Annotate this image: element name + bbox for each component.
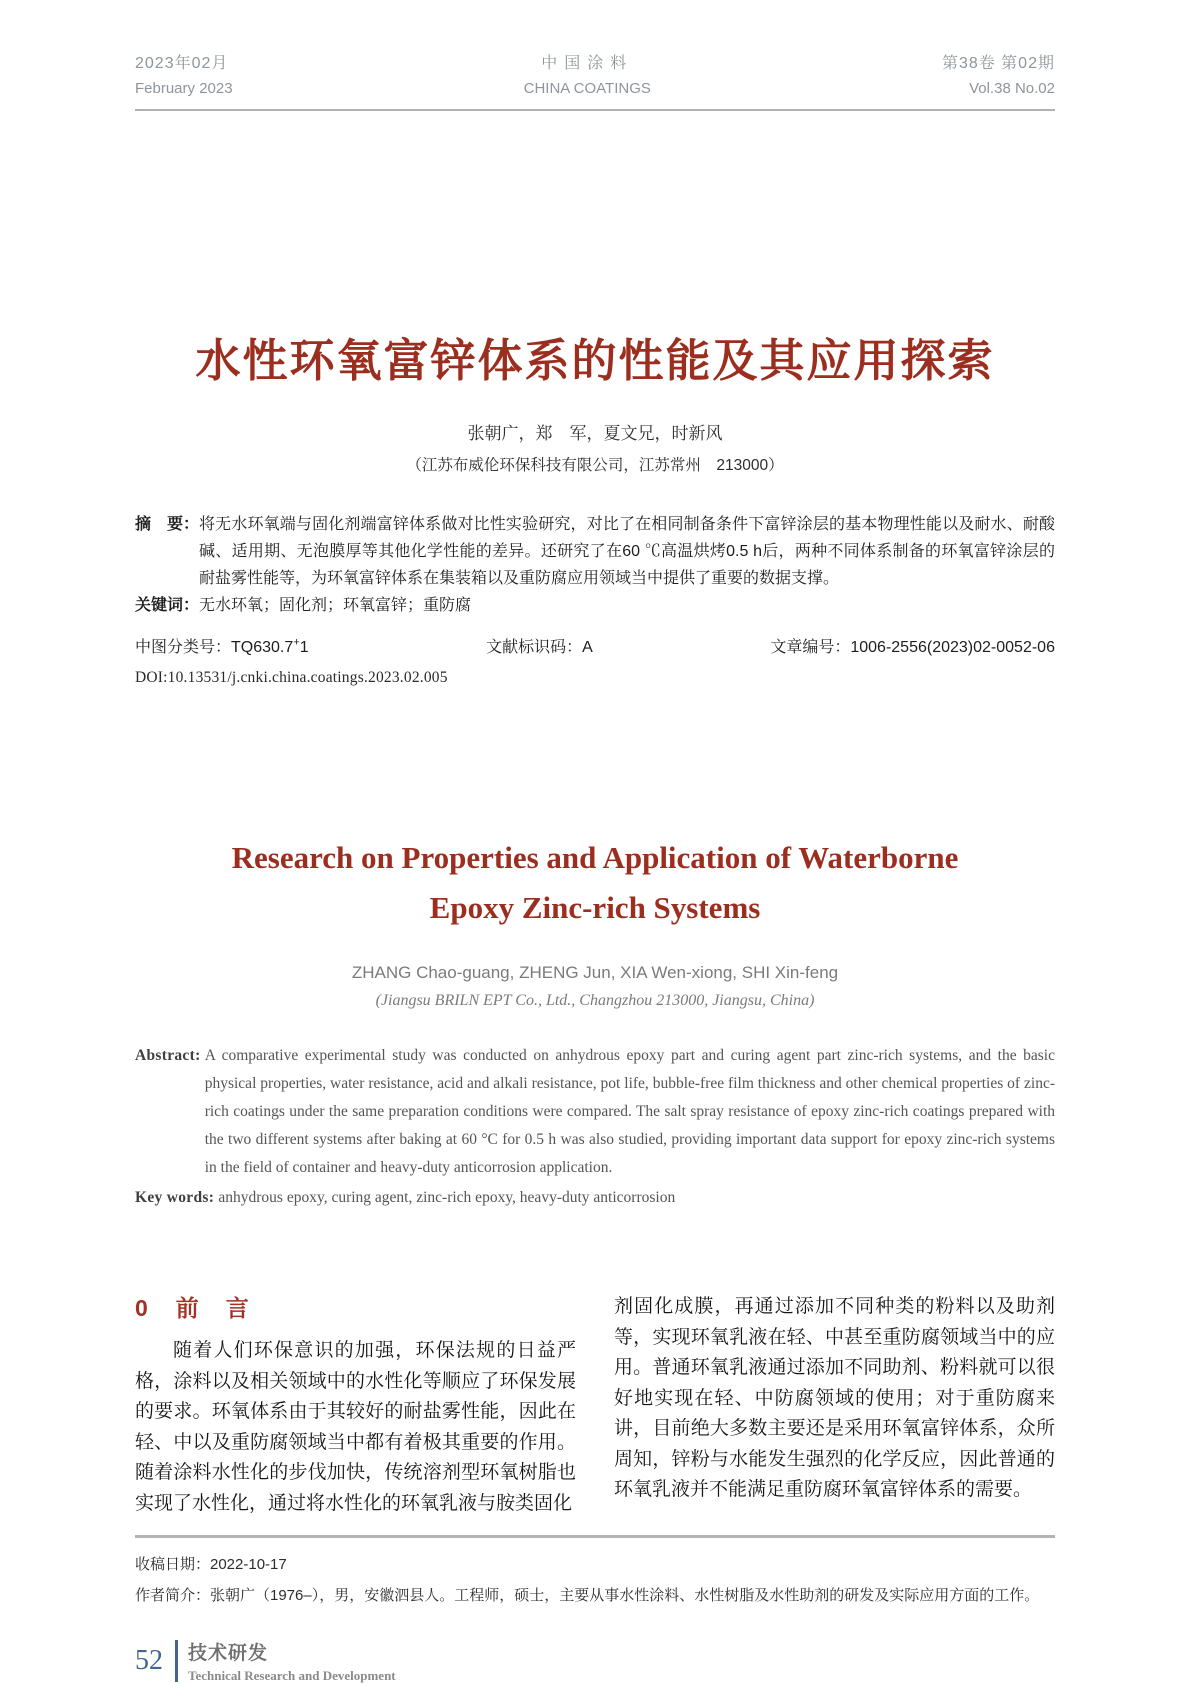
clc-main: 中图分类号：TQ630.7	[135, 639, 294, 657]
footer-column-zh: 技术研发	[188, 1642, 269, 1664]
header-date-en: February 2023	[135, 79, 233, 97]
header-issue-date	[135, 52, 233, 100]
keywords-label-en: Key words:	[135, 1189, 219, 1207]
article-title-zh: 水性环氧富锌体系的性能及其应用探索	[195, 335, 995, 387]
page-footer	[135, 1638, 1055, 1684]
header-volume-issue	[942, 52, 1055, 100]
article-title-en	[135, 833, 1055, 933]
affiliation-zh: （江苏布威伦环保科技有限公司，江苏常州 213000）	[406, 457, 784, 475]
author-bio: 作者简介：张朝广（1976–），男，安徽泗县人。工程师，硕士，主要从事水性涂料、水性树脂及水性助剂的研发及实际应用方面的工作。	[135, 1587, 1040, 1605]
doi: DOI:10.13531/j.cnki.china.coatings.2023.02.005	[135, 669, 448, 687]
abstract-text-zh: 将无水环氧端与固化剂端富锌体系做对比性实验研究，对比了在相同制备条件下富锌涂层的基本物理性能以及耐水、耐酸碱、适用期、无泡膜厚等其他化学性能的差异。还研究了在60 ℃高温烘烤0.5 h后，两种不同体系制备的环氧富锌涂层的耐盐雾性能等，为环氧富锌体系在集装箱以及重防腐应用领域当中提供了重要的数据支撑。	[199, 516, 1055, 588]
header-journal-name	[524, 52, 651, 100]
authors-zh: 张朝广，郑 军，夏文兄，时新风	[467, 424, 723, 444]
section-number: 0	[135, 1295, 150, 1322]
classification-row	[135, 634, 1055, 657]
intro-paragraph-right: 剂固化成膜，再通过添加不同种类的粉料以及助剂等，实现环氧乳液在轻、中甚至重防腐领域当中的应用。普通环氧乳液通过添加不同助剂、粉料就可以很好地实现在轻、中防腐领域的使用；对于重防腐来讲，目前绝大多数主要还是采用环氧富锌体系，众所周知，锌粉与水能发生强烈的化学反应，因此普通的环氧乳液并不能满足重防腐环氧富锌体系的需要。	[614, 1296, 1055, 1501]
keywords-en	[135, 1184, 1055, 1212]
page-number: 52	[135, 1644, 163, 1676]
intro-column-left	[135, 1290, 576, 1519]
footer-column-block	[188, 1638, 396, 1684]
abstract-label-zh: 摘 要：	[135, 516, 200, 534]
received-date: 收稿日期：2022-10-17	[135, 1556, 287, 1574]
keywords-text-en: anhydrous epoxy, curing agent, zinc-rich epoxy, heavy-duty anticorrosion	[218, 1189, 676, 1207]
abstract-en	[135, 1042, 1055, 1182]
section-heading	[135, 1290, 576, 1323]
title-en-line2: Epoxy Zinc-rich Systems	[429, 890, 761, 926]
keywords-label-zh: 关键词：	[135, 597, 200, 615]
journal-header	[135, 52, 1055, 111]
footer-divider-bar	[175, 1640, 178, 1682]
section-title: 前 言	[175, 1295, 251, 1322]
intro-paragraph-left: 随着人们环保意识的加强，环保法规的日益严格，涂料以及相关领域中的水性化等顺应了环保发展的要求。环氧体系由于其较好的耐盐雾性能，因此在轻、中以及重防腐领域当中都有着极其重要的作用。随着涂料水性化的步伐加快，传统溶剂型环氧树脂也实现了水性化，通过将水性化的环氧乳液与胺类固化	[135, 1340, 576, 1514]
footnote-block	[135, 1535, 1055, 1612]
clc-number	[135, 634, 309, 657]
header-volume-zh: 第38卷 第02期	[941, 55, 1055, 72]
intro-column-right	[614, 1290, 1055, 1519]
introduction-section	[135, 1290, 1055, 1519]
footer-column-en: Technical Research and Development	[188, 1667, 396, 1683]
document-code: 文献标识码：A	[486, 639, 593, 657]
header-journal-zh: 中国涂料	[541, 55, 634, 72]
title-en-line1: Research on Properties and Application of Waterborne	[231, 840, 959, 876]
affiliation-en: (Jiangsu BRILN EPT Co., Ltd., Changzhou 213000, Jiangsu, China)	[375, 992, 815, 1010]
authors-en: ZHANG Chao-guang, ZHENG Jun, XIA Wen-xiong, SHI Xin-feng	[351, 963, 839, 983]
keywords-zh	[135, 592, 1055, 619]
header-journal-en: CHINA COATINGS	[523, 79, 651, 97]
abstract-label-en: Abstract:	[135, 1047, 205, 1065]
keywords-text-zh: 无水环氧；固化剂；环氧富锌；重防腐	[199, 597, 472, 615]
clc-superscript: +	[293, 636, 300, 649]
header-volume-en: Vol.38 No.02	[969, 79, 1055, 97]
article-number: 文章编号：1006-2556(2023)02-0052-06	[770, 639, 1055, 657]
header-date-zh: 2023年02月	[135, 55, 229, 72]
abstract-zh	[135, 511, 1055, 592]
clc-tail: 1	[299, 639, 309, 657]
abstract-text-en: A comparative experimental study was conducted on anhydrous epoxy part and curing agent part zinc-rich systems, and the basic physical properties, water resistance, acid and alkali resistance, pot life, bubble-free film thickness and other chemical properties of zinc-rich coatings under the same preparation conditions were compared. The salt spray resistance of epoxy zinc-rich coatings prepared with the two different systems after baking at 60 °C for 0.5 h was also studied, providing important data support for epoxy zinc-rich systems in the field of container and heavy-duty anticorrosion application.	[204, 1047, 1055, 1177]
